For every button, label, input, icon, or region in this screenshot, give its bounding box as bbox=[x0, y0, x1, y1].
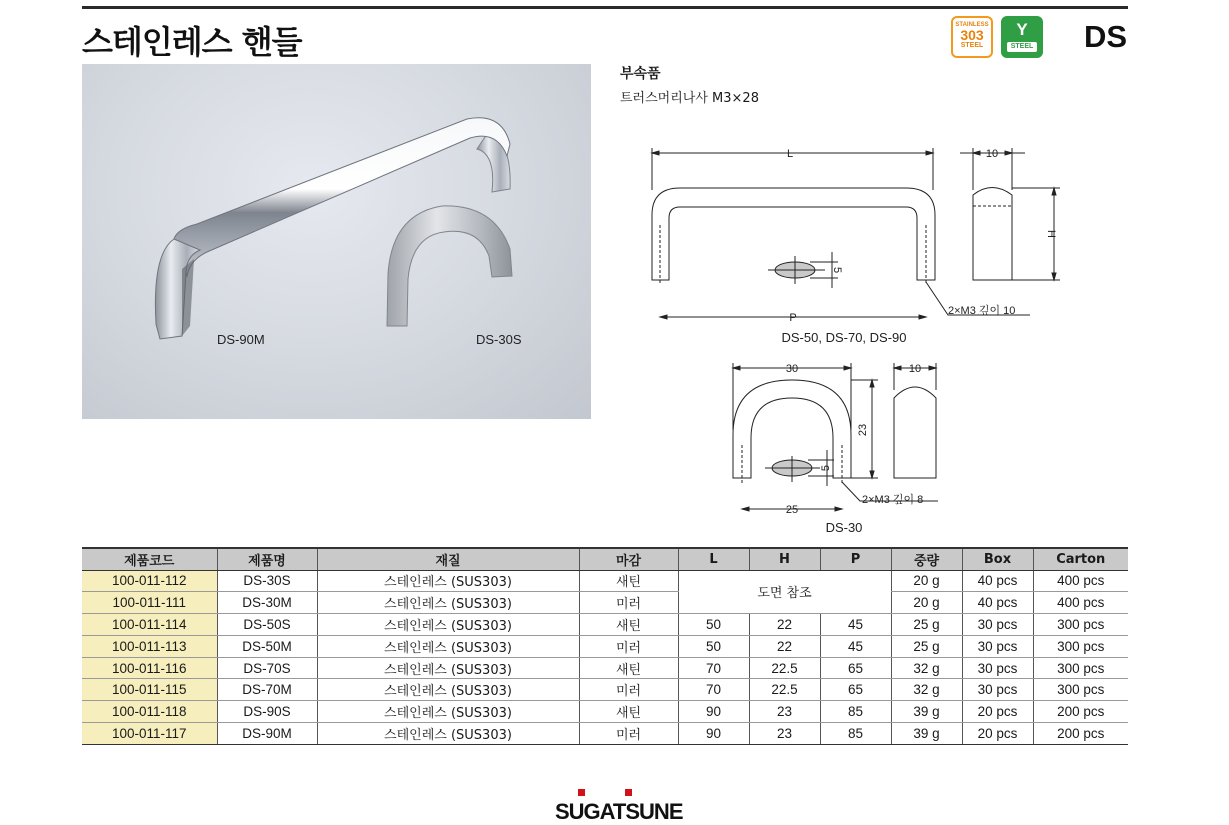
table-row bbox=[82, 592, 1128, 614]
col-header: 제품코드 bbox=[82, 548, 217, 570]
cell-name: DS-30S bbox=[217, 570, 317, 592]
cell-H: 23 bbox=[749, 723, 820, 745]
cell-carton: 200 pcs bbox=[1033, 701, 1128, 723]
cell-code: 100-011-113 bbox=[82, 635, 217, 657]
cell-box: 40 pcs bbox=[962, 570, 1033, 592]
large-drawing bbox=[652, 148, 1060, 319]
col-header: 마감 bbox=[579, 548, 678, 570]
cell-box: 30 pcs bbox=[962, 657, 1033, 679]
col-header: 제품명 bbox=[217, 548, 317, 570]
col-header: 중량 bbox=[891, 548, 962, 570]
technical-drawings bbox=[620, 140, 1057, 540]
dim-label-height-small: 23 bbox=[857, 423, 869, 437]
table-row bbox=[82, 701, 1128, 723]
screw-note-small: 2×M3 깊이 8 bbox=[862, 494, 924, 506]
accessories-title: 부속품 bbox=[620, 66, 661, 82]
cell-material: 스테인레스 (SUS303) bbox=[317, 592, 579, 614]
small-handle bbox=[387, 206, 512, 326]
cell-weight: 32 g bbox=[891, 657, 962, 679]
cell-material: 스테인레스 (SUS303) bbox=[317, 614, 579, 636]
cell-H: 23 bbox=[749, 701, 820, 723]
col-header: L bbox=[678, 548, 749, 570]
accessories-item: 트러스머리나사 M3×28 bbox=[620, 91, 759, 106]
cell-box: 20 pcs bbox=[962, 701, 1033, 723]
cell-P: 85 bbox=[820, 723, 891, 745]
cell-finish: 새틴 bbox=[579, 657, 678, 679]
product-photo bbox=[82, 64, 591, 419]
cell-name: DS-50M bbox=[217, 635, 317, 657]
cell-finish: 새틴 bbox=[579, 614, 678, 636]
logo-dot bbox=[578, 789, 585, 796]
cell-code: 100-011-114 bbox=[82, 614, 217, 636]
col-header: Box bbox=[962, 548, 1033, 570]
dim-label-depth-small: 10 bbox=[908, 363, 922, 375]
badge-grade-text: 303 bbox=[960, 27, 984, 43]
cell-box: 30 pcs bbox=[962, 679, 1033, 701]
caption-small: DS-30 bbox=[825, 520, 863, 535]
cell-material: 스테인레스 (SUS303) bbox=[317, 635, 579, 657]
table-row bbox=[82, 614, 1128, 636]
dim-label-pitch-small: 25 bbox=[785, 504, 799, 516]
dim-label-width-large: 10 bbox=[985, 148, 999, 160]
cell-P: 65 bbox=[820, 657, 891, 679]
dim-label-H: H bbox=[1045, 230, 1057, 238]
photo-label-small: DS-30S bbox=[476, 332, 522, 347]
col-header: H bbox=[749, 548, 820, 570]
cell-box: 40 pcs bbox=[962, 592, 1033, 614]
cell-carton: 300 pcs bbox=[1033, 635, 1128, 657]
table-header-row bbox=[82, 548, 1128, 570]
cell-name: DS-50S bbox=[217, 614, 317, 636]
cell-H: 22 bbox=[749, 614, 820, 636]
badge-top-text: STAINLESS bbox=[955, 22, 989, 28]
logo-dot bbox=[625, 789, 632, 796]
cell-weight: 20 g bbox=[891, 570, 962, 592]
cell-weight: 25 g bbox=[891, 635, 962, 657]
cell-P: 45 bbox=[820, 635, 891, 657]
y-icon: Y bbox=[1016, 20, 1028, 39]
cell-L: 70 bbox=[678, 657, 749, 679]
cell-weight: 39 g bbox=[891, 723, 962, 745]
handle-illustration bbox=[82, 64, 591, 419]
col-header: Carton bbox=[1033, 548, 1128, 570]
cell-L: 70 bbox=[678, 679, 749, 701]
cell-material: 스테인레스 (SUS303) bbox=[317, 723, 579, 745]
cell-weight: 39 g bbox=[891, 701, 962, 723]
cell-finish: 미러 bbox=[579, 723, 678, 745]
cell-code: 100-011-118 bbox=[82, 701, 217, 723]
cell-finish: 미러 bbox=[579, 679, 678, 701]
cell-L: 90 bbox=[678, 701, 749, 723]
large-handle-bar bbox=[174, 118, 510, 276]
col-header: P bbox=[820, 548, 891, 570]
dim-label-L: L bbox=[786, 148, 794, 160]
cell-name: DS-70M bbox=[217, 679, 317, 701]
table-row bbox=[82, 657, 1128, 679]
badge-bottom-text: STEEL bbox=[960, 42, 984, 49]
cell-name: DS-90S bbox=[217, 701, 317, 723]
dim-label-slot-small: 5 bbox=[820, 464, 832, 472]
cell-weight: 20 g bbox=[891, 592, 962, 614]
dim-label-width-small: 30 bbox=[785, 363, 799, 375]
cell-carton: 400 pcs bbox=[1033, 592, 1128, 614]
table-row bbox=[82, 723, 1128, 745]
cell-name: DS-70S bbox=[217, 657, 317, 679]
cell-see-drawing: 도면 참조 bbox=[678, 570, 891, 614]
stainless-303-badge bbox=[951, 16, 993, 58]
cell-code: 100-011-115 bbox=[82, 679, 217, 701]
table-row bbox=[82, 635, 1128, 657]
photo-label-large: DS-90M bbox=[217, 332, 265, 347]
cell-name: DS-30M bbox=[217, 592, 317, 614]
cell-L: 50 bbox=[678, 614, 749, 636]
large-handle-leg-left bbox=[155, 239, 200, 339]
logo-wordmark: SUGATSUNE bbox=[555, 799, 683, 824]
cell-material: 스테인레스 (SUS303) bbox=[317, 679, 579, 701]
product-series-code: DS bbox=[1084, 19, 1128, 54]
top-rule bbox=[82, 6, 1128, 9]
cell-P: 65 bbox=[820, 679, 891, 701]
cell-finish: 미러 bbox=[579, 592, 678, 614]
large-side-view bbox=[973, 188, 1012, 281]
cell-carton: 300 pcs bbox=[1033, 679, 1128, 701]
page-title: 스테인레스 핸들 bbox=[82, 23, 302, 61]
cell-P: 45 bbox=[820, 614, 891, 636]
steel-badge-label: STEEL bbox=[1007, 42, 1037, 52]
dim-label-P: P bbox=[789, 312, 797, 324]
cell-box: 30 pcs bbox=[962, 635, 1033, 657]
cell-L: 90 bbox=[678, 723, 749, 745]
cell-carton: 300 pcs bbox=[1033, 657, 1128, 679]
steel-badge bbox=[1001, 16, 1043, 58]
cell-H: 22.5 bbox=[749, 657, 820, 679]
cell-code: 100-011-117 bbox=[82, 723, 217, 745]
cell-box: 20 pcs bbox=[962, 723, 1033, 745]
cell-finish: 새틴 bbox=[579, 570, 678, 592]
cell-material: 스테인레스 (SUS303) bbox=[317, 570, 579, 592]
cell-material: 스테인레스 (SUS303) bbox=[317, 657, 579, 679]
cell-finish: 미러 bbox=[579, 635, 678, 657]
cell-box: 30 pcs bbox=[962, 614, 1033, 636]
large-handle-shadow-face bbox=[182, 259, 194, 336]
cell-weight: 32 g bbox=[891, 679, 962, 701]
cell-L: 50 bbox=[678, 635, 749, 657]
col-header: 재질 bbox=[317, 548, 579, 570]
table-row bbox=[82, 679, 1128, 701]
cell-H: 22 bbox=[749, 635, 820, 657]
table-row bbox=[82, 570, 1128, 592]
screw-note-large: 2×M3 깊이 10 bbox=[948, 305, 1016, 317]
cell-material: 스테인레스 (SUS303) bbox=[317, 701, 579, 723]
dim-label-slot-large: 5 bbox=[831, 266, 843, 274]
cell-code: 100-011-116 bbox=[82, 657, 217, 679]
cell-code: 100-011-112 bbox=[82, 570, 217, 592]
cell-name: DS-90M bbox=[217, 723, 317, 745]
cell-carton: 200 pcs bbox=[1033, 723, 1128, 745]
spec-table bbox=[82, 547, 1128, 745]
cell-code: 100-011-111 bbox=[82, 592, 217, 614]
cell-carton: 300 pcs bbox=[1033, 614, 1128, 636]
cell-H: 22.5 bbox=[749, 679, 820, 701]
small-side-view bbox=[894, 387, 936, 478]
cell-finish: 새틴 bbox=[579, 701, 678, 723]
cell-P: 85 bbox=[820, 701, 891, 723]
sugatsune-logo bbox=[555, 786, 683, 824]
caption-large: DS-50, DS-70, DS-90 bbox=[781, 330, 907, 345]
cell-weight: 25 g bbox=[891, 614, 962, 636]
small-drawing bbox=[733, 363, 938, 511]
cell-carton: 400 pcs bbox=[1033, 570, 1128, 592]
